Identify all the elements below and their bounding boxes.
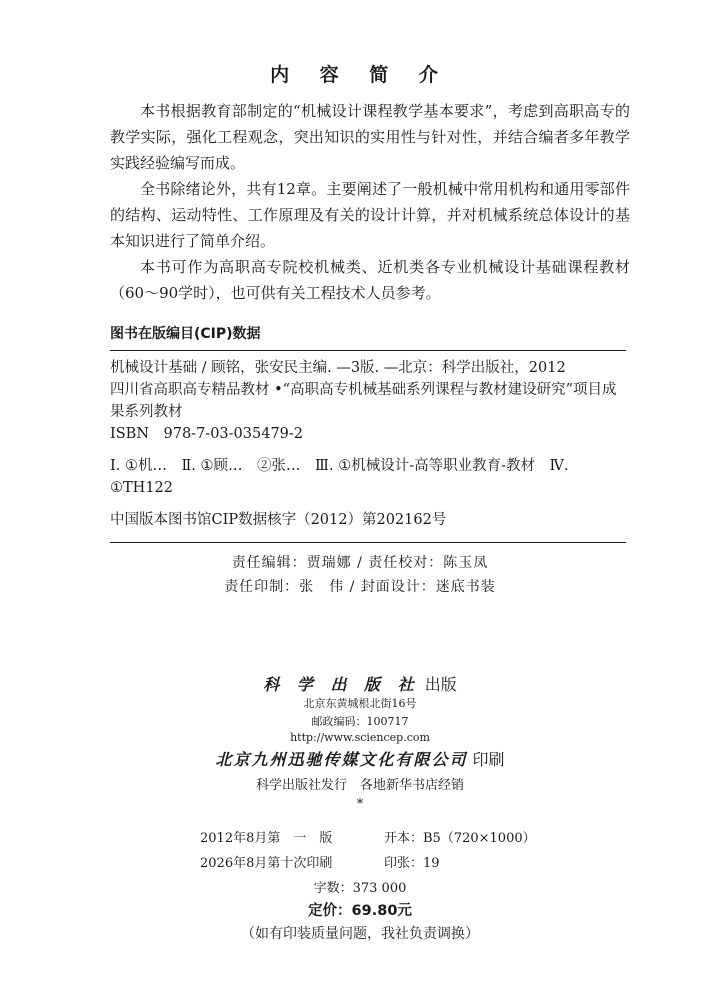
- distribution-line: 科学出版社发行 各地新华书店经销: [255, 778, 464, 793]
- cip-heading: 图书在版编目(CIP)数据: [110, 326, 261, 342]
- cip-spacer: [110, 445, 626, 455]
- book-format: 开本：B5（720×1000）: [384, 831, 536, 846]
- cip-record-number: 中国版本图书馆CIP数据核字（2012）第202162号: [110, 512, 447, 528]
- edition-line: [200, 827, 536, 846]
- edition-first: 2012年8月第 一 版: [200, 831, 333, 846]
- star-separator: *: [356, 797, 364, 812]
- word-count: 字数：373 000: [313, 881, 407, 896]
- printer-line: [0, 747, 720, 770]
- cip-classification: Ⅰ. ①机… Ⅱ. ①顾… ②张… Ⅲ. ①机械设计-高等职业教育-教材 Ⅳ. ①TH122: [110, 458, 569, 496]
- publisher-name: 科 学 出 版 社: [263, 675, 420, 694]
- publisher-line: [0, 672, 720, 695]
- cip-isbn: ISBN 978-7-03-035479-2: [110, 426, 304, 442]
- intro-paragraph: 本书根据教育部制定的“机械设计课程教学基本要求”，考虑到高职高专的教学实际，强化工程观念，突出知识的实用性与针对性，并结合编者多年教学实践经验编写而成。: [110, 102, 630, 172]
- publisher-address: 北京东黄城根北街16号: [303, 697, 417, 710]
- printing-line: [200, 852, 440, 871]
- publisher-url: http://www.sciencep.com: [290, 731, 430, 744]
- price: 定价：69.80元: [308, 903, 412, 919]
- publisher-suffix: 出版: [424, 675, 457, 694]
- editor-credits: 责任编辑：贾瑞娜 / 责任校对：陈玉凤: [231, 555, 489, 571]
- cip-bottom-divider: [110, 542, 626, 543]
- cip-data-block: [110, 357, 626, 531]
- printing-sheets: 印张：19: [384, 856, 440, 871]
- cip-top-divider: [110, 350, 626, 351]
- cip-spacer: [110, 499, 626, 509]
- quality-notice: （如有印装质量问题，我社负责调换）: [241, 926, 479, 942]
- production-credits: 责任印制：张 伟 / 封面设计：迷底书装: [224, 579, 496, 595]
- printer-name: 北京九州迅驰传媒文化有限公司: [215, 750, 468, 769]
- cip-series-entry: 四川省高职高专精品教材 •“高职高专机械基础系列课程与教材建设研究”项目成果系列教材: [110, 382, 617, 420]
- publisher-zip: 邮政编码：100717: [311, 715, 409, 728]
- printing-info: 2026年8月第十次印刷: [200, 856, 333, 871]
- printer-suffix: 印刷: [472, 750, 505, 769]
- page-title: 内 容 简 介: [270, 64, 450, 86]
- cip-book-entry: 机械设计基础 / 顾铭，张安民主编. —3版. —北京：科学出版社，2012: [110, 360, 566, 376]
- intro-text: [110, 98, 630, 306]
- intro-paragraph: 本书可作为高职高专院校机械类、近机类各专业机械设计基础课程教材（60～90学时），也可供有关工程技术人员参考。: [110, 258, 630, 302]
- intro-paragraph: 全书除绪论外，共有12章。主要阐述了一般机械中常用机构和通用零部件的结构、运动特性、工作原理及有关的设计计算，并对机械系统总体设计的基本知识进行了简单介绍。: [110, 180, 630, 250]
